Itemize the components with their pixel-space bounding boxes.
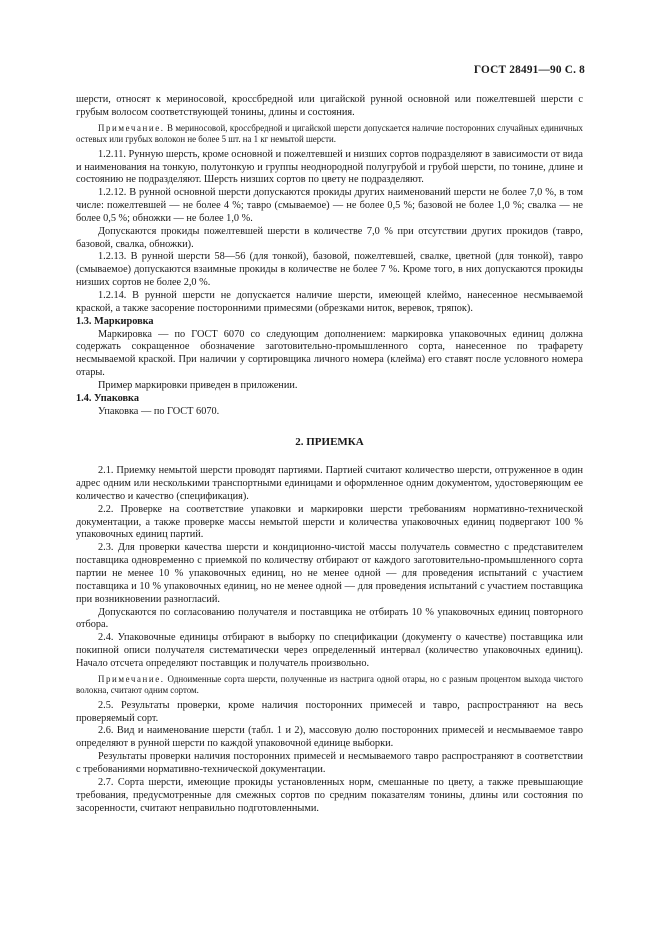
- clause-2-7: 2.7. Сорта шерсти, имеющие прокиды установленных норм, смешанные по цвету, а также превышающие требования, предусмотренные для смежных сортов по средним показателям тонины, длины или состояния по засоренности, считают неправильно подготовленными.: [76, 776, 583, 814]
- clause-1-3-example: Пример маркировки приведен в приложении.: [98, 379, 298, 391]
- note-2: [76, 674, 583, 697]
- clause-2-3-cont: Допускаются по согласованию получателя и поставщика не отбирать 10 % упаковочных единиц повторного отбора.: [76, 606, 583, 631]
- document-body: [76, 94, 583, 815]
- clause-1-2-13: 1.2.13. В рунной шерсти 58—56 (для тонкой), базовой, пожелтевшей, свалке, цветной (для тонкой), тавро (смываемое) допускаются взаимные прокиды в количестве не более 7 %. Кроме того, в них допускаются прокиды низших сортов не более 2,0 %.: [76, 251, 583, 289]
- clause-1-2-14: 1.2.14. В рунной шерсти не допускается наличие шерсти, имеющей клеймо, нанесенное несмываемой краской, а также засорение посторонними примесями (обрезками ниток, веревок, тряпок).: [76, 289, 583, 314]
- page-header: ГОСТ 28491—90 С. 8: [473, 64, 585, 76]
- clause-1-3-text: Маркировка — по ГОСТ 6070 со следующим дополнением: маркировка упаковочных единиц должна содержать сокращенное обозначение заготовительно-промышленного сорта, нанесенное по трафарету несмываемой краской. При наличии у сортировщика личного номера (клейма) его ставят после условного номера отары.: [76, 328, 583, 379]
- note-1-text: В мериносовой, кроссбредной и цигайской шерсти допускается наличие посторонних случайных единичных остевых или грубых волокон не более 5 шт. на 1 кг немытой шерсти.: [76, 122, 583, 145]
- clause-2-1: 2.1. Приемку немытой шерсти проводят партиями. Партией считают количество шерсти, отгруженное в один адрес одним или несколькими транспортными единицами и оформленное одним документом, удостоверяющим ее количество и качество (спецификация).: [76, 465, 583, 502]
- clause-2-4: 2.4. Упаковочные единицы отбирают в выборку по спецификации (документу о качестве) поставщика или покипной описи получателя систематически через определенный интервал (количество упаковочных единиц). Начало отсчета определяют поставщик и получатель произвольно.: [76, 632, 583, 669]
- clause-2-6-cont: Результаты проверки наличия посторонних примесей и несмываемого тавро распространяют в соответствии с требованиями нормативно-технической документации.: [76, 751, 583, 775]
- clause-2-5: 2.5. Результаты проверки, кроме наличия посторонних примесей и тавро, распространяют на весь проверяемый сорт.: [76, 699, 583, 724]
- clause-2-2: 2.2. Проверке на соответствие упаковки и маркировки шерсти требованиям нормативно-технической документации, а также проверке массы немытой шерсти и количества упаковочных единиц подвергают 100 % упаковочных единиц партий.: [76, 503, 583, 541]
- clause-1-4-text: Упаковка — по ГОСТ 6070.: [98, 405, 220, 417]
- heading-1-3-text: 1.3. Маркировка: [76, 315, 154, 327]
- clause-1-2-11: 1.2.11. Рунную шерсть, кроме основной и пожелтевшей и низших сортов подразделяют в зависимости от вида и наименования на тонкую, полутонкую и группы неоднородной полугрубой и грубой шерсти, по тонине, длине и состоянию не подразделяют. Шерсть низших сортов по цвету не подразделяют.: [76, 148, 583, 186]
- clause-2-6: 2.6. Вид и наименование шерсти (табл. 1 и 2), массовую долю посторонних примесей и несмываемое тавро определяют в рунной шерсти по каждой упаковочной единице выборки.: [76, 725, 583, 750]
- section-2-title: 2. ПРИЕМКА: [295, 436, 364, 449]
- note-1-label: Примечание.: [98, 122, 165, 133]
- clause-2-3: 2.3. Для проверки качества шерсти и кондиционно-чистой массы получатель совместно с представителем поставщика одновременно с приемкой по количеству отбирают от каждого заготовительно-промышленного сорта партии не менее 10 % упаковочных единиц, но не менее одной — для проведения испытаний с участием поставщика и 10 % упаковочных единиц, но не менее одной — для проведения испытаний с участием поставщика при возникновении разногласий.: [76, 542, 583, 605]
- clause-1-2-12-cont: Допускаются прокиды пожелтевшей шерсти в количестве 7,0 % при отсутствии других прокидов (тавро, базовой, свалка, обножки).: [76, 225, 583, 250]
- note-1: [76, 123, 583, 146]
- heading-1-4: 1.4. Упаковка: [76, 392, 139, 404]
- clause-1-2-12: 1.2.12. В рунной основной шерсти допускаются прокиды других наименований шерсти не более 7,0 %, в том числе: пожелтевшей — не более 4 %; тавро (смываемое) — не более 0,5 %; базовой не более 1,0 %; свалка — не более 0,5 %; обножки — не более 1,0 %.: [76, 187, 583, 224]
- paragraph-intro: шерсти, относят к мериносовой, кроссбредной или цигайской рунной основной или пожелтевшей шерсти с грубым волосом соответствующей тонины, длины и состояния.: [76, 94, 583, 118]
- heading-1-3: [76, 316, 583, 329]
- note-2-text: Одноименные сорта шерсти, полученные из настрига одной отары, но с разным процентом выхода чистого волокна, считают одним сортом.: [76, 673, 583, 696]
- note-2-label: Примечание.: [98, 673, 165, 684]
